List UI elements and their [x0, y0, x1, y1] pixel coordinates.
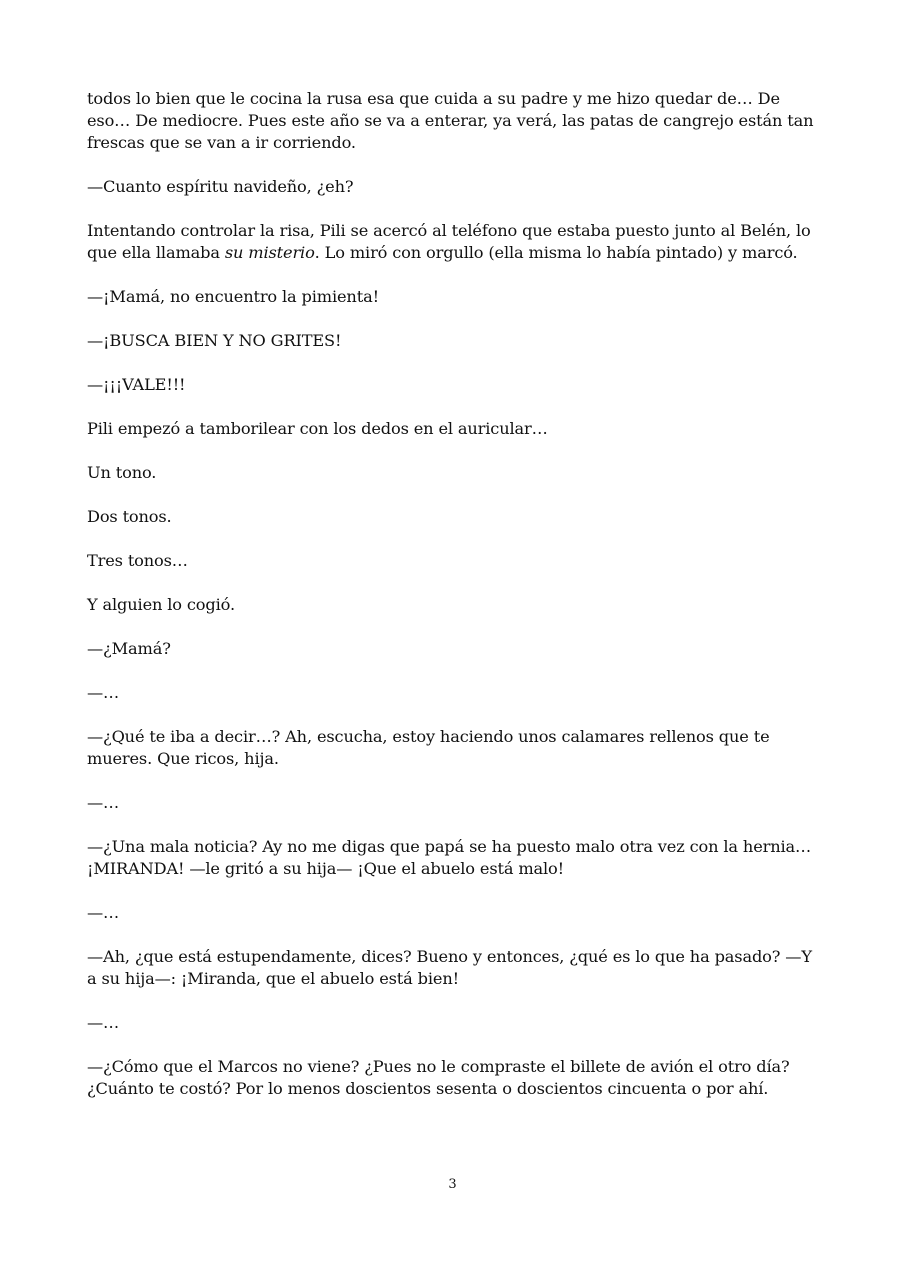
paragraph-3 — [87, 220, 822, 264]
paragraph-11: Y alguien lo cogió. — [87, 595, 235, 614]
paragraph-14: —¿Qué te iba a decir…? Ah, escucha, estoy haciendo unos calamares rellenos que te mueres. Que ricos, hija. — [87, 727, 770, 768]
paragraph-9: Dos tonos. — [87, 507, 172, 526]
page-number: 3 — [448, 1177, 457, 1192]
paragraph-1: todos lo bien que le cocina la rusa esa que cuida a su padre y me hizo quedar de… De eso… De mediocre. Pues este año se va a enterar, ya verá, las patas de cangrejo están tan frescas que se van a ir corriendo. — [87, 89, 814, 152]
paragraph-20: —¿Cómo que el Marcos no viene? ¿Pues no le compraste el billete de avión el otro día? ¿Cuánto te costó? Por lo menos doscientos sesenta o doscientos cincuenta o por ahí. — [87, 1057, 790, 1098]
paragraph-10: Tres tonos… — [87, 551, 188, 570]
paragraph-4: —¡Mamá, no encuentro la pimienta! — [87, 287, 379, 306]
paragraph-6: —¡¡¡VALE!!! — [87, 375, 186, 394]
paragraph-7: Pili empezó a tamborilear con los dedos en el auricular… — [87, 419, 548, 438]
paragraph-19: —… — [87, 1013, 120, 1032]
paragraph-12: —¿Mamá? — [87, 639, 171, 658]
paragraph-8: Un tono. — [87, 463, 157, 482]
paragraph-18: —Ah, ¿que está estupendamente, dices? Bueno y entonces, ¿qué es lo que ha pasado? —Y a su hija—: ¡Miranda, que el abuelo está bien! — [87, 947, 812, 988]
paragraph-3-before: Intentando controlar la risa, Pili se acercó al teléfono que estaba puesto junto al Belén, lo que ella llamaba — [87, 221, 811, 262]
paragraph-3-after: . Lo miró con orgullo (ella misma lo había pintado) y marcó. — [314, 243, 798, 262]
paragraph-17: —… — [87, 903, 120, 922]
paragraph-13: —… — [87, 683, 120, 702]
paragraph-2: —Cuanto espíritu navideño, ¿eh? — [87, 177, 354, 196]
paragraph-15: —… — [87, 793, 120, 812]
paragraph-16: —¿Una mala noticia? Ay no me digas que papá se ha puesto malo otra vez con la hernia… ¡MIRANDA! —le gritó a su hija— ¡Que el abuelo está malo! — [87, 837, 812, 878]
paragraph-5: —¡BUSCA BIEN Y NO GRITES! — [87, 331, 342, 350]
document-page — [87, 88, 822, 1122]
paragraph-3-italic: su misterio — [224, 243, 315, 262]
